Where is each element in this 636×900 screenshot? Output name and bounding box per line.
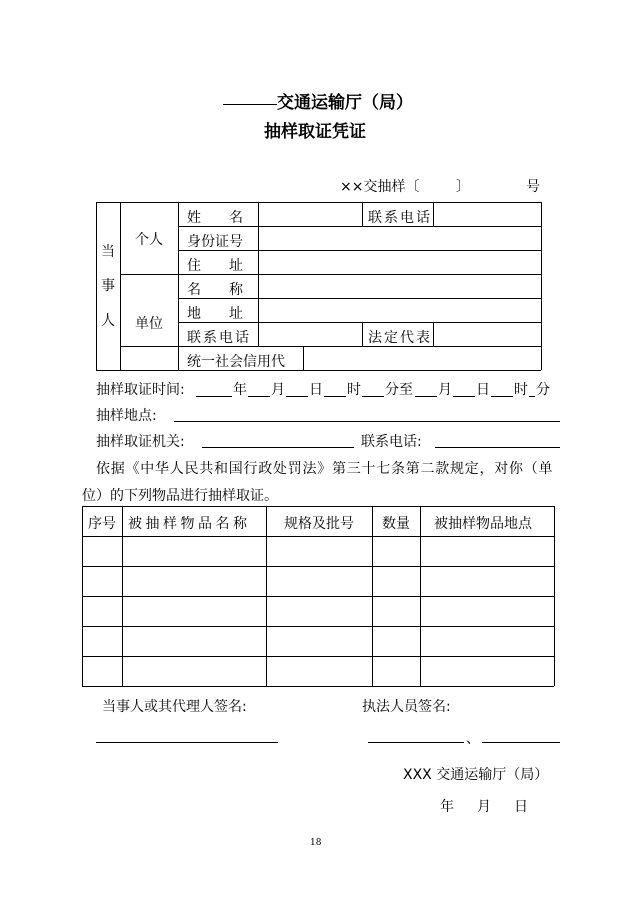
document-title: 抽样取证凭证	[264, 122, 366, 142]
items-table-border-top	[82, 506, 554, 507]
party-table-border-right	[541, 202, 542, 370]
time-month1-blank[interactable]	[248, 396, 270, 397]
doc-number-bracket-close: 〕	[456, 179, 470, 195]
items-table-row[interactable]	[83, 627, 553, 655]
party-label-char-2: 事	[101, 278, 115, 294]
party-col-sep-legal	[362, 322, 363, 346]
phone-label-individual: 联系电话	[368, 210, 432, 226]
sampling-time-label: 抽样取证时间:	[96, 382, 185, 398]
phone-field-individual[interactable]	[434, 203, 540, 225]
credit-code-field[interactable]	[304, 347, 540, 369]
party-table-border-bottom	[96, 370, 541, 371]
unit-label: 单位	[135, 316, 163, 332]
time-year-unit: 年	[233, 382, 247, 398]
time-month1-unit: 月	[271, 382, 285, 398]
items-header-index: 序号	[88, 516, 116, 532]
sampling-location-label: 抽样地点:	[96, 408, 157, 424]
page-number: 18	[310, 838, 322, 848]
time-hour2-unit: 时	[514, 382, 528, 398]
items-header-item-location: 被抽样物品地点	[434, 516, 532, 532]
doc-number-prefix: ××交抽样〔	[340, 179, 420, 195]
agency-name-blank[interactable]	[223, 104, 277, 105]
id-number-label: 身份证号	[187, 234, 243, 250]
time-day2-blank[interactable]	[453, 396, 475, 397]
residence-label: 住 址	[187, 258, 243, 274]
authority-phone-label: 联系电话:	[361, 434, 422, 450]
agency-title: 交通运输厅（局）	[277, 93, 413, 113]
unit-name-label: 名 称	[187, 282, 243, 298]
residence-field[interactable]	[259, 251, 540, 273]
time-minute2-blank[interactable]	[529, 396, 535, 397]
unit-address-field[interactable]	[259, 299, 540, 321]
issue-date-year: 年	[440, 799, 454, 815]
party-table-border-left	[96, 202, 97, 370]
legal-rep-label: 法定代表	[368, 330, 432, 346]
items-table-border-right	[554, 506, 555, 686]
legal-basis-line-1: 依据《中华人民共和国行政处罚法》第三十七条第二款规定，对你（单	[96, 461, 554, 477]
time-minute-to: 分至	[385, 382, 413, 398]
items-table-row[interactable]	[83, 597, 553, 625]
id-number-field[interactable]	[259, 227, 540, 249]
name-label: 姓 名	[187, 210, 243, 226]
party-label-char-3: 人	[101, 313, 115, 329]
items-table-row[interactable]	[83, 657, 553, 685]
sampling-authority-blank[interactable]	[202, 447, 354, 448]
issuing-agency: XXX 交通运输厅（局）	[403, 767, 549, 783]
items-header-spec-batch: 规格及批号	[284, 516, 354, 532]
individual-label: 个人	[135, 232, 163, 248]
authority-phone-blank[interactable]	[435, 447, 560, 448]
party-signature-label: 当事人或其代理人签名:	[102, 699, 247, 715]
time-day1-unit: 日	[309, 382, 323, 398]
party-col-sep-phone1	[362, 202, 363, 226]
items-table-row[interactable]	[83, 537, 553, 565]
legal-basis-line-2: 位）的下列物品进行抽样取证。	[82, 488, 278, 504]
items-header-item-name: 被抽样物品名称	[128, 516, 251, 532]
party-signature-blank[interactable]	[96, 742, 278, 743]
sampling-location-blank[interactable]	[174, 421, 560, 422]
officer-separator: 、	[466, 731, 480, 747]
legal-rep-field[interactable]	[434, 323, 540, 345]
unit-name-field[interactable]	[259, 275, 540, 297]
time-month2-unit: 月	[438, 382, 452, 398]
phone-label-unit: 联系电话	[187, 330, 251, 346]
doc-number-suffix: 号	[526, 179, 540, 195]
time-minute1-blank[interactable]	[362, 396, 384, 397]
credit-code-label: 统一社会信用代	[187, 354, 285, 370]
sampling-authority-label: 抽样取证机关:	[96, 434, 185, 450]
unit-address-label: 地 址	[187, 306, 243, 322]
time-month2-blank[interactable]	[415, 396, 437, 397]
time-year-blank[interactable]	[196, 396, 232, 397]
officer-signature-label: 执法人员签名:	[362, 699, 451, 715]
time-day2-unit: 日	[476, 382, 490, 398]
party-label-char-1: 当	[101, 244, 115, 260]
phone-field-unit[interactable]	[259, 323, 361, 345]
time-day1-blank[interactable]	[286, 396, 308, 397]
name-field[interactable]	[259, 203, 361, 225]
time-hour2-blank[interactable]	[491, 396, 513, 397]
time-hour1-unit: 时	[347, 382, 361, 398]
issue-date-day: 日	[514, 799, 528, 815]
issue-date-month: 月	[477, 799, 491, 815]
officer-signature-blank-1[interactable]	[368, 742, 464, 743]
time-minute2-unit: 分	[536, 382, 550, 398]
officer-signature-blank-2[interactable]	[482, 742, 560, 743]
items-table-border-bottom	[82, 686, 554, 687]
items-header-quantity: 数量	[382, 516, 410, 532]
party-col-sep-2	[178, 202, 179, 370]
party-col-sep-1	[120, 202, 121, 370]
time-hour1-blank[interactable]	[324, 396, 346, 397]
items-table-row[interactable]	[83, 567, 553, 595]
